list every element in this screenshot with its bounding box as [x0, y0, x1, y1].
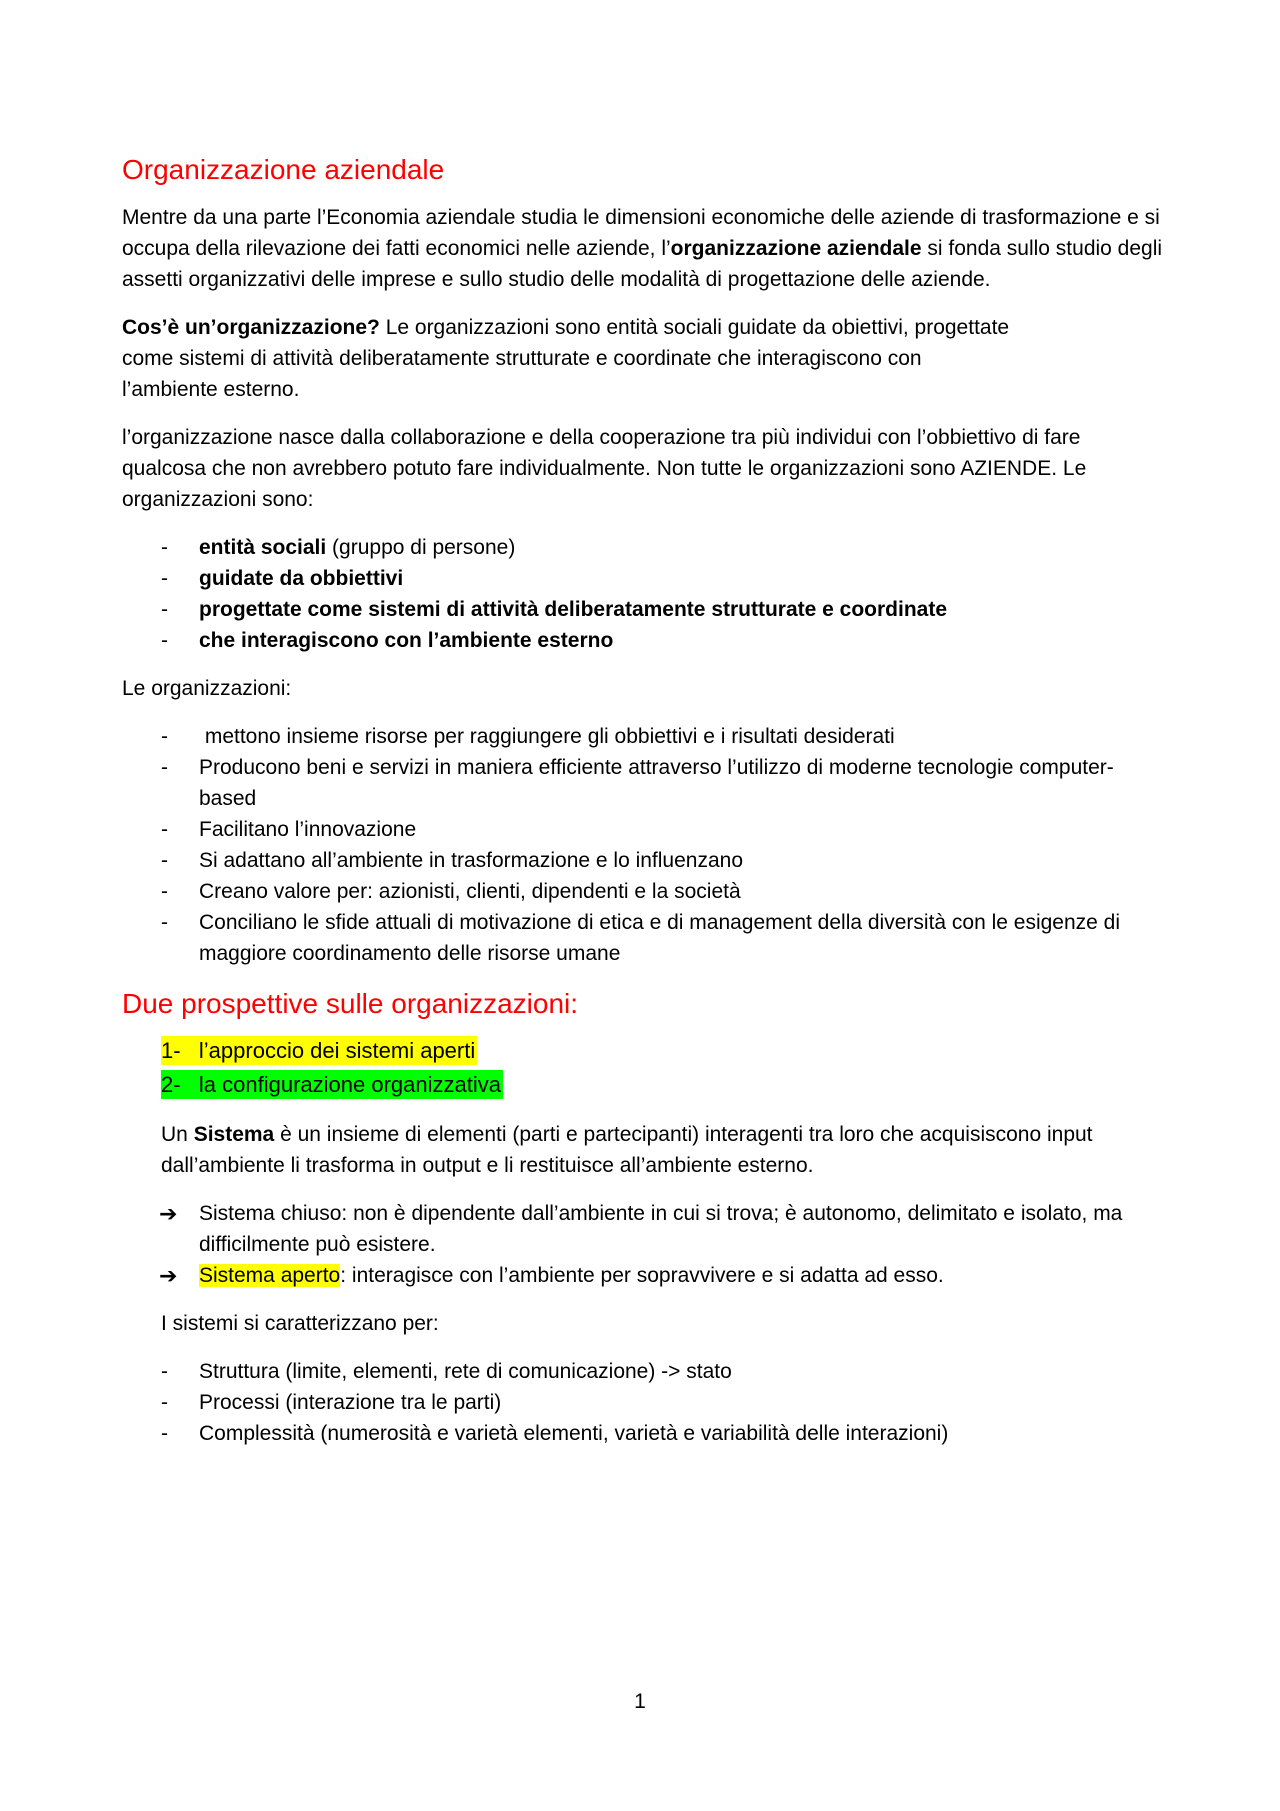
system-prefix: Un [161, 1123, 194, 1146]
list-item [122, 625, 1167, 656]
feature-bold: guidate da obbiettivi [199, 567, 404, 590]
list-item [122, 594, 1167, 625]
list-item: - Conciliano le sfide attuali di motivazione di etica e di management della diversità con le esigenze di maggiore coordinamento delle risorse umane [122, 907, 1167, 969]
intro-text-2: si fonda sullo studio degli assetti organizzativi delle imprese e sullo studio delle modalità di progettazione delle aziende. [122, 237, 1163, 291]
perspective-highlight: 1- l’approccio dei sistemi aperti [161, 1038, 476, 1063]
list-item [122, 1260, 1167, 1291]
perspectives-list [122, 1034, 1167, 1102]
question-line-3: l’ambiente esterno. [122, 378, 300, 401]
system-rest: è un insieme di elementi (parti e partecipanti) interagenti tra loro che acquisiscono input dall’ambiente li trasforma in output e li restituisce all’ambiente esterno. [161, 1123, 1093, 1177]
list-item [122, 1198, 1167, 1260]
page-number: 1 [634, 1690, 646, 1713]
feature-bold: che interagiscono con l’ambiente esterno [199, 629, 614, 652]
feature-rest: (gruppo di persone) [326, 536, 516, 559]
list-item: - Facilitano l’innovazione [122, 814, 1167, 845]
intro-text-1: Mentre da una parte l’Economia aziendale studia le dimensioni economiche delle aziende di trasformazione e si occupa della rilevazione dei fatti economici nelle aziende, l’ [122, 206, 1160, 260]
intro-paragraph [122, 202, 1167, 295]
list-item: - Processi (interazione tra le parti) [122, 1387, 1167, 1418]
question-line-1: Le organizzazioni sono entità sociali guidate da obiettivi, progettate [379, 316, 1010, 339]
list-item: - Complessità (numerosità e varietà elementi, varietà e variabilità delle interazioni) [122, 1418, 1167, 1449]
features-list [122, 532, 1167, 656]
question-paragraph [122, 312, 1167, 405]
question-bold: Cos’è un’organizzazione? [122, 316, 380, 339]
organizations-label: Le organizzazioni: [122, 677, 292, 700]
section-title: Due prospettive sulle organizzazioni: [122, 988, 579, 1019]
list-item [161, 1034, 1167, 1068]
open-system-highlight: Sistema aperto [199, 1264, 341, 1287]
list-item [161, 1068, 1167, 1102]
perspective-highlight: 2- la configurazione organizzativa [161, 1072, 501, 1097]
list-item: - mettono insieme risorse per raggiungere gli obbiettivi e i risultati desiderati [122, 721, 1167, 752]
list-item [122, 532, 1167, 563]
paragraph-2: l’organizzazione nasce dalla collaborazione e della cooperazione tra più individui con l’obbiettivo di fare qualcosa che non avrebbero potuto fare individualmente. Non tutte le organizzazioni sono AZIENDE. Le organizzazioni sono: [122, 426, 1087, 511]
system-bold: Sistema [193, 1123, 275, 1146]
list-item [122, 563, 1167, 594]
page-content [122, 152, 1167, 1466]
intro-bold: organizzazione aziendale [670, 237, 922, 260]
systems-label: I sistemi si caratterizzano per: [161, 1312, 439, 1335]
list-item: - Struttura (limite, elementi, rete di comunicazione) -> stato [122, 1356, 1167, 1387]
system-definition [161, 1119, 1167, 1181]
systems-types-list [122, 1198, 1167, 1291]
list-item: - Creano valore per: azionisti, clienti, dipendenti e la società [122, 876, 1167, 907]
list-item: - Producono beni e servizi in maniera efficiente attraverso l’utilizzo di moderne tecnologie computer-based [122, 752, 1167, 814]
feature-bold: entità sociali [199, 536, 327, 559]
arrow-icon: ➔ [159, 1263, 178, 1288]
closed-system-text: Sistema chiuso: non è dipendente dall’ambiente in cui si trova; è autonomo, delimitato e isolato, ma difficilmente può esistere. [199, 1202, 1123, 1256]
systems-characteristics-list [122, 1356, 1167, 1449]
arrow-icon: ➔ [159, 1201, 178, 1226]
list-item: - Si adattano all’ambiente in trasformazione e lo influenzano [122, 845, 1167, 876]
organizations-list [122, 721, 1167, 969]
page-title: Organizzazione aziendale [122, 154, 445, 185]
question-line-2: come sistemi di attività deliberatamente strutturate e coordinate che interagiscono con [122, 347, 922, 370]
open-system-text: : interagisce con l’ambiente per sopravvivere e si adatta ad esso. [340, 1264, 944, 1287]
feature-bold: progettate come sistemi di attività deliberatamente strutturate e coordinate [199, 598, 948, 621]
